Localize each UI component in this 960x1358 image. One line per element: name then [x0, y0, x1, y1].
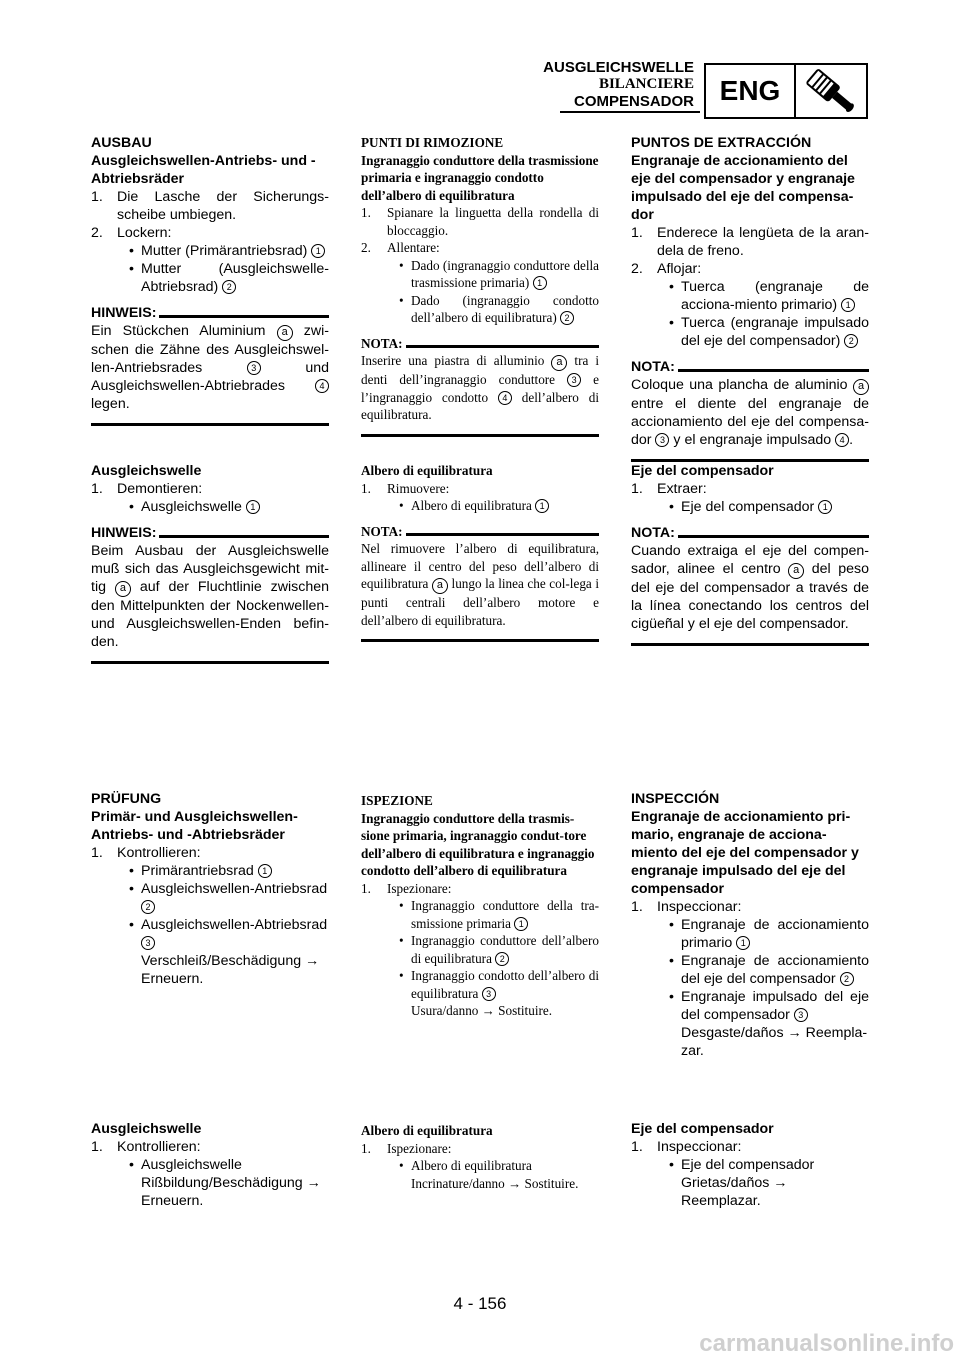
es-note-2-text: Cuando extraiga el eje del compen-sador, alinee el centro a del peso del eje del compensador a través de la línea conectando los centros del cigüeñal y el eje del compensador. — [631, 543, 870, 632]
callout-1: 1 — [311, 244, 325, 258]
es-insp-action: Desgaste/daños → Reempla-zar. — [681, 1025, 868, 1059]
watermark: carmanualsonline.info — [699, 1330, 954, 1357]
it-insp-action: Usura/danno → Sostituire. — [411, 1003, 553, 1018]
es-insp-bullet-3: • Engranaje impulsado del eje del compensador 3 — [669, 989, 869, 1023]
de-inspection-subtitle: Primär- und Ausgleichswellen-Antriebs- und -Abtriebsräder — [91, 809, 298, 843]
es-step-1: 1. Enderece la lengüeta de la aran-dela de freno. — [631, 225, 869, 259]
engine-icon — [796, 65, 866, 117]
header-rule — [560, 111, 700, 113]
de-insp-bullet-2: • Ausgleichswellen-Antriebsrad 2 — [129, 881, 328, 912]
es-insp-bullet-1: • Engranaje de accionamiento primario 1 — [669, 917, 869, 951]
it-shaft-removal-section — [361, 462, 599, 642]
it-insp-bullet-2: • Ingranaggio conduttore dell’albero di equilibratura 2 — [399, 933, 599, 966]
section-badge — [704, 63, 868, 119]
it-shaft-title: Albero di equilibratura — [361, 463, 493, 478]
es-inspection-section — [631, 790, 869, 1060]
it-shaft-insp-action: Incrinature/danno → Sostituire. — [411, 1175, 579, 1191]
de-inspection-title: PRÜFUNG — [91, 791, 162, 807]
de-step-1: 1. Die Lasche der Sicherungs-scheibe umbiegen. — [91, 189, 329, 223]
de-insp-bullet-3: • Ausgleichswellen-Abtriebsrad 3 — [129, 917, 328, 948]
es-removal-title: PUNTOS DE EXTRACCIÓN — [631, 135, 812, 151]
callout-a: a — [277, 325, 293, 341]
it-shaft-insp-bullet-1: • Albero di equilibratura — [399, 1158, 532, 1173]
de-shaft-title: Ausgleichswelle — [91, 463, 202, 479]
section-title-group — [543, 60, 694, 109]
es-insp-step-1: 1. Inspeccionar: — [631, 899, 742, 915]
de-bullet-2: • Mutter (Ausgleichswelle-Abtriebsrad) 2 — [129, 261, 329, 295]
es-note-1-text: Coloque una plancha de aluminio a entre el diente del engranaje de accionamiento del eje del compensa-dor 3 y el engranaje impulsado 4 . — [631, 377, 869, 448]
de-removal-section — [91, 134, 329, 426]
callout-2: 2 — [222, 280, 236, 294]
it-note-2-text: Nel rimuovere l’albero di equilibratura, allineare il centro del peso dell’albero di equilibratura a lungo la linea che col-lega i punti centrali dell’albero motore e dell’albero di equilibratura. — [361, 541, 600, 628]
de-note-2-rule — [91, 661, 329, 664]
de-removal-subtitle: Ausgleichswellen-Antriebs- und -Abtriebsräder — [91, 153, 316, 187]
it-bullet-2: • Dado (ingranaggio condotto dell’albero di equilibratura) 2 — [399, 292, 599, 325]
section-title-de: AUSGLEICHSWELLE — [543, 59, 694, 76]
de-shaft-insp-bullet-1: • Ausgleichswelle — [129, 1157, 242, 1173]
de-shaft-insp-title: Ausgleichswelle — [91, 1121, 202, 1137]
section-title-es: COMPENSADOR — [573, 93, 694, 110]
it-removal-subtitle: Ingranaggio conduttore della trasmissione primaria e ingranaggio condotto dell’albero di equilibratura — [361, 152, 599, 203]
it-inspection-subtitle: Ingranaggio conduttore della trasmis-sione primaria, ingranaggio condut-tore dell’albero di equilibratura e ingranaggio condotto dell’albero di equilibratura — [361, 810, 595, 878]
es-shaft-bullet-1: • Eje del compensador 1 — [631, 498, 869, 516]
it-shaft-bullet-1: • Albero di equilibratura 1 — [361, 497, 599, 515]
es-bullet-1: • Tuerca (engranaje de acciona-miento primario) 1 — [669, 279, 869, 313]
de-note-1-rule — [91, 423, 329, 426]
section-title-it: BILANCIERE — [598, 76, 694, 92]
de-note-2-text: Beim Ausbau der Ausgleichswelle muß sich das Ausgleichsgewicht mit-tig a auf der Fluchtlinie zwischen den Mittelpunkten der Nockenwellen- und Ausgleichswellen-Enden befin-den. — [91, 543, 329, 650]
es-shaft-insp-action: Grietas/daños → Reemplazar. — [681, 1175, 788, 1209]
de-note-1-text: Ein Stückchen Aluminium a zwi-schen die Zähne des Ausgleichswel-len-Antriebsrades 3 und Ausgleichswellen-Abtriebrades 4 legen. — [91, 323, 329, 412]
page-number: 4 - 156 — [453, 1294, 507, 1313]
it-insp-bullet-1: • Ingranaggio conduttore della tra-smissione primaria 1 — [399, 898, 599, 931]
it-note-2-rule — [361, 639, 599, 642]
de-shaft-removal-section — [91, 462, 329, 664]
es-bullet-2: • Tuerca (engranaje impulsado del eje del compensador) 2 — [669, 315, 869, 349]
it-inspection-section — [361, 792, 599, 1020]
es-shaft-insp-step-1: 1. Inspeccionar: — [631, 1139, 742, 1155]
es-insp-bullet-2: • Engranaje de accionamiento del eje del compensador 2 — [669, 953, 869, 987]
de-shaft-inspection-section — [91, 1120, 329, 1210]
it-removal-section — [361, 134, 599, 437]
es-shaft-insp-title: Eje del compensador — [631, 1121, 774, 1137]
it-note-1-rule — [361, 434, 599, 437]
es-shaft-title: Eje del compensador — [631, 463, 774, 479]
it-note-1-header: NOTA: — [361, 335, 599, 353]
de-removal-title: AUSBAU — [91, 135, 152, 151]
it-step-2: 2. Allentare: — [361, 240, 440, 255]
it-note-2-header: NOTA: — [361, 523, 599, 541]
de-inspection-section — [91, 790, 329, 988]
es-removal-subtitle: Engranaje de accionamiento del eje del compensador y engranaje impulsado del eje del compensa-dor — [631, 153, 855, 223]
badge-label: ENG — [706, 65, 796, 117]
it-shaft-insp-step-1: 1. Ispezionare: — [361, 1140, 452, 1156]
it-shaft-inspection-section — [361, 1122, 599, 1192]
de-shaft-step-1: 1. Demontieren: — [91, 481, 203, 497]
es-step-2: 2. Aflojar: — [631, 261, 702, 277]
de-shaft-bullet-1: • Ausgleichswelle 1 — [91, 498, 329, 516]
callout-4: 4 — [315, 379, 329, 393]
es-inspection-subtitle: Engranaje de accionamiento pri-mario, engranaje de acciona-miento del eje del compensador y engranaje impulsado del eje del compensador — [631, 809, 859, 897]
it-insp-bullet-3: • Ingranaggio condotto dell’albero di equilibratura 3 — [399, 968, 599, 1001]
de-note-1-header: HINWEIS: — [91, 304, 329, 322]
de-bullet-1: • Mutter (Primärantriebsrad) 1 — [91, 242, 329, 260]
it-inspection-title: ISPEZIONE — [361, 793, 433, 808]
it-note-1-text: Inserire una piastra di alluminio a tra i denti dell’ingranaggio conduttore 3 e l’ingranaggio condotto 4 dell’albero di equilibratura. — [361, 353, 600, 422]
it-bullet-1: • Dado (ingranaggio conduttore della trasmissione primaria) 1 — [399, 257, 599, 290]
es-removal-section — [631, 134, 869, 462]
de-shaft-insp-action: Rißbildung/Beschädigung → Erneuern. — [141, 1175, 321, 1209]
de-insp-step-1: 1. Kontrollieren: — [91, 845, 201, 861]
es-shaft-insp-bullet-1: • Eje del compensador — [669, 1157, 815, 1173]
it-removal-title: PUNTI DI RIMOZIONE — [361, 135, 504, 150]
es-shaft-step-1: 1. Extraer: — [631, 481, 707, 497]
it-insp-step-1: 1. Ispezionare: — [361, 880, 452, 896]
es-shaft-removal-section — [631, 462, 869, 646]
es-inspection-title: INSPECCIÓN — [631, 791, 720, 807]
es-shaft-inspection-section — [631, 1120, 869, 1210]
es-note-2-header: NOTA: — [631, 524, 869, 542]
de-step-2: 2. Lockern: — [91, 225, 172, 241]
it-shaft-step-1: 1. Rimuovere: — [361, 480, 450, 496]
de-shaft-insp-step-1: 1. Kontrollieren: — [91, 1139, 201, 1155]
callout-3: 3 — [247, 361, 261, 375]
de-insp-bullet-1: • Primärantriebsrad 1 — [91, 862, 329, 880]
de-note-2-header: HINWEIS: — [91, 524, 329, 542]
it-step-1: 1. Spianare la linguetta della rondella di bloccaggio. — [361, 205, 599, 238]
de-insp-action: Verschleiß/Beschädigung → Erneuern. — [141, 953, 320, 987]
es-note-1-header: NOTA: — [631, 358, 869, 376]
it-shaft-insp-title: Albero di equilibratura — [361, 1123, 493, 1138]
es-note-2-rule — [631, 643, 869, 646]
